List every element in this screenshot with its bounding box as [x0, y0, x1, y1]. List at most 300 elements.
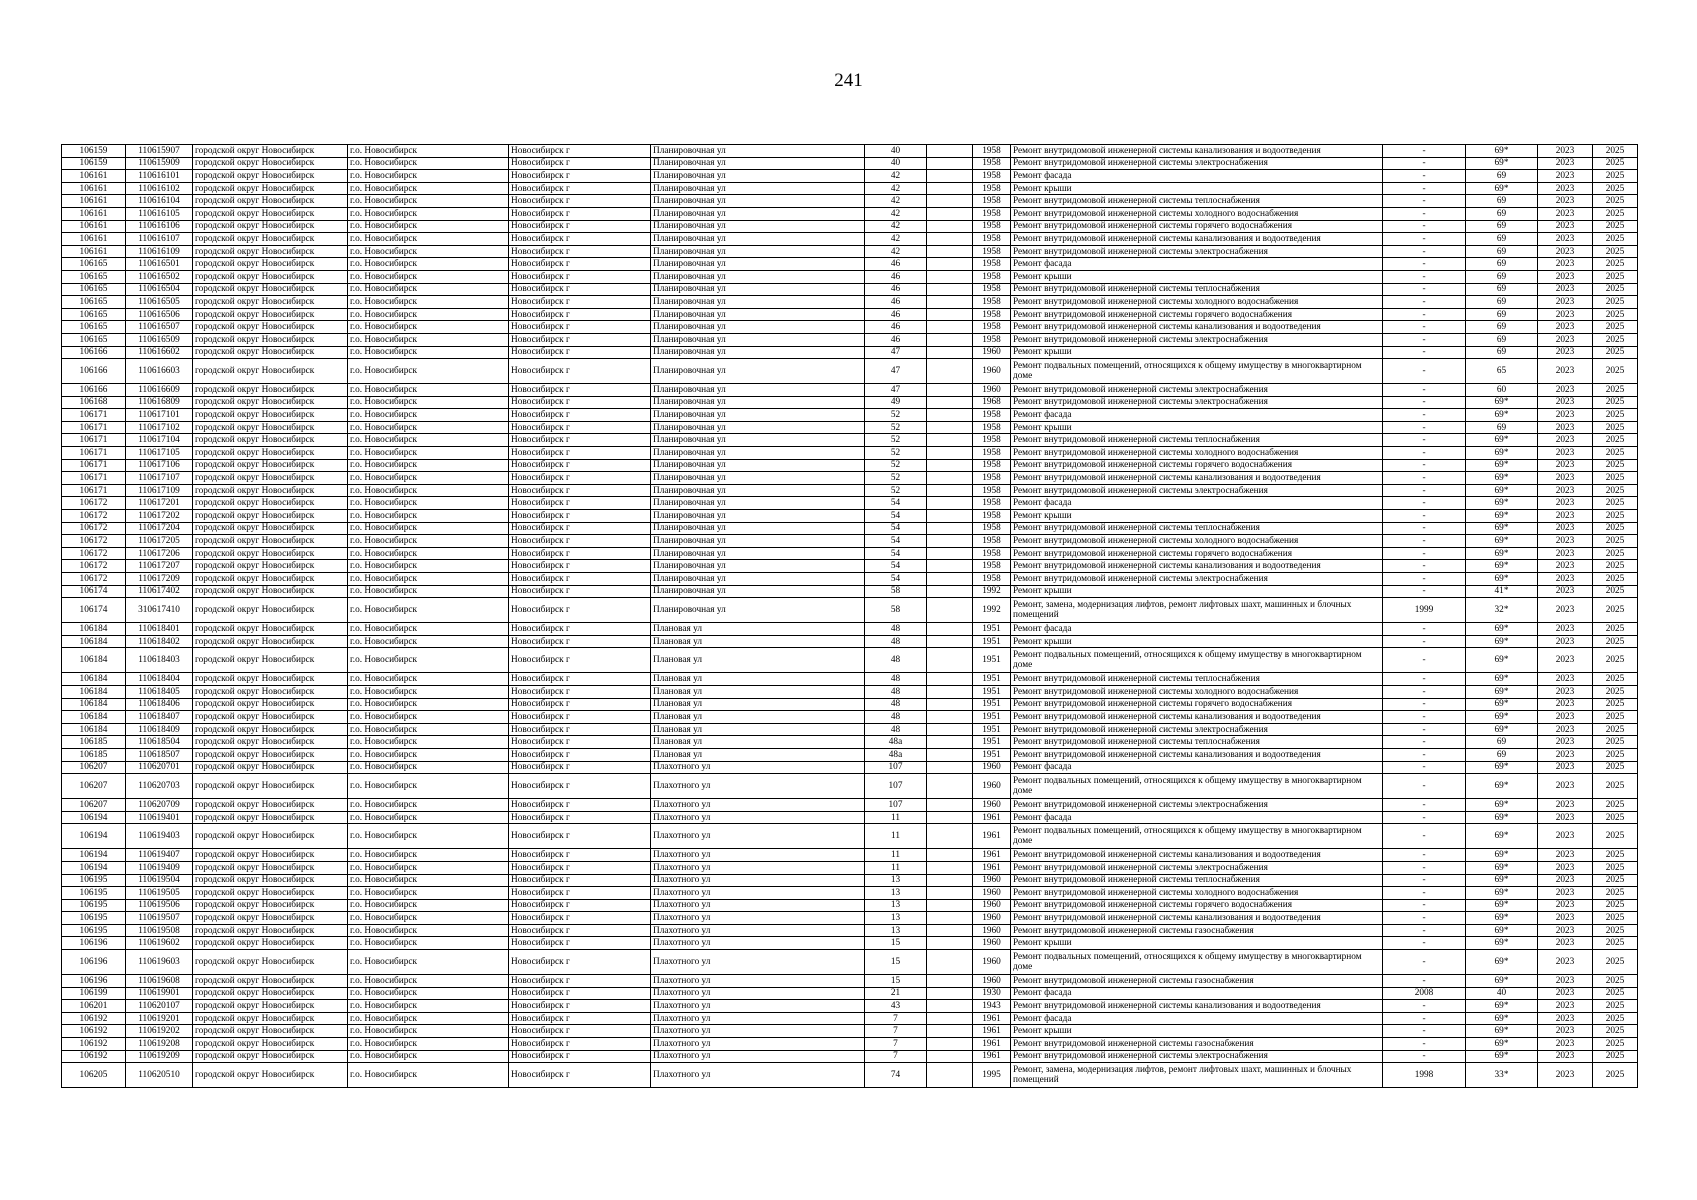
- table-row: [62, 1063, 1638, 1088]
- cell-house-id: 106171: [62, 409, 126, 422]
- cell-wear-percent: 69*: [1466, 924, 1538, 937]
- cell-municipality: г.о. Новосибирск: [348, 899, 509, 912]
- cell-settlement: Новосибирск г: [509, 711, 651, 724]
- cell-house-number: 107: [865, 761, 927, 774]
- cell-period-start: 2023: [1538, 384, 1593, 397]
- cell-building: [927, 950, 973, 975]
- cell-house-id: 106166: [62, 384, 126, 397]
- cell-wear-percent: 69: [1466, 207, 1538, 220]
- cell-build-year: 1960: [973, 761, 1011, 774]
- cell-settlement: Новосибирск г: [509, 1000, 651, 1013]
- cell-last-repair-year: -: [1383, 434, 1466, 447]
- cell-period-end: 2025: [1593, 924, 1638, 937]
- cell-house-id: 106192: [62, 1025, 126, 1038]
- cell-work-id: 110619602: [126, 937, 193, 950]
- cell-house-number: 42: [865, 195, 927, 208]
- cell-street: Планировочная ул: [651, 333, 865, 346]
- cell-period-start: 2023: [1538, 1050, 1593, 1063]
- cell-build-year: 1961: [973, 1012, 1011, 1025]
- cell-work-type: Ремонт внутридомовой инженерной системы горячего водоснабжения: [1011, 899, 1383, 912]
- cell-house-id: 106195: [62, 899, 126, 912]
- cell-wear-percent: 69: [1466, 270, 1538, 283]
- cell-house-id: 106196: [62, 950, 126, 975]
- cell-street: Планировочная ул: [651, 245, 865, 258]
- cell-street: Плахотного ул: [651, 824, 865, 849]
- cell-street: Плановая ул: [651, 673, 865, 686]
- cell-house-number: 48: [865, 685, 927, 698]
- cell-period-start: 2023: [1538, 736, 1593, 749]
- cell-build-year: 1961: [973, 1025, 1011, 1038]
- cell-building: [927, 245, 973, 258]
- cell-work-type: Ремонт внутридомовой инженерной системы холодного водоснабжения: [1011, 447, 1383, 460]
- cell-street: Планировочная ул: [651, 396, 865, 409]
- cell-house-number: 40: [865, 157, 927, 170]
- cell-municipal-district: городской округ Новосибирск: [193, 560, 348, 573]
- cell-settlement: Новосибирск г: [509, 384, 651, 397]
- cell-municipal-district: городской округ Новосибирск: [193, 924, 348, 937]
- cell-wear-percent: 69: [1466, 321, 1538, 334]
- cell-period-start: 2023: [1538, 396, 1593, 409]
- cell-period-start: 2023: [1538, 359, 1593, 384]
- table-row: [62, 950, 1638, 975]
- cell-building: [927, 648, 973, 673]
- cell-house-id: 106171: [62, 472, 126, 485]
- cell-period-start: 2023: [1538, 899, 1593, 912]
- cell-work-type: Ремонт внутридомовой инженерной системы канализования и водоотведения: [1011, 560, 1383, 573]
- cell-build-year: 1951: [973, 648, 1011, 673]
- cell-settlement: Новосибирск г: [509, 447, 651, 460]
- cell-wear-percent: 69: [1466, 296, 1538, 309]
- cell-street: Планировочная ул: [651, 472, 865, 485]
- table-row: [62, 824, 1638, 849]
- cell-period-start: 2023: [1538, 874, 1593, 887]
- cell-settlement: Новосибирск г: [509, 824, 651, 849]
- cell-municipal-district: городской округ Новосибирск: [193, 861, 348, 874]
- table-row: [62, 560, 1638, 573]
- cell-build-year: 1951: [973, 635, 1011, 648]
- cell-period-end: 2025: [1593, 1038, 1638, 1051]
- cell-work-id: 110617206: [126, 547, 193, 560]
- cell-work-type: Ремонт внутридомовой инженерной системы канализования и водоотведения: [1011, 912, 1383, 925]
- cell-period-start: 2023: [1538, 924, 1593, 937]
- cell-last-repair-year: -: [1383, 182, 1466, 195]
- cell-building: [927, 987, 973, 1000]
- cell-build-year: 1961: [973, 1050, 1011, 1063]
- cell-municipality: г.о. Новосибирск: [348, 975, 509, 988]
- table-row: [62, 359, 1638, 384]
- cell-building: [927, 975, 973, 988]
- cell-period-end: 2025: [1593, 585, 1638, 598]
- cell-house-id: 106185: [62, 748, 126, 761]
- cell-municipal-district: городской округ Новосибирск: [193, 220, 348, 233]
- cell-street: Плахотного ул: [651, 799, 865, 812]
- cell-settlement: Новосибирск г: [509, 937, 651, 950]
- cell-street: Планировочная ул: [651, 535, 865, 548]
- cell-house-number: 52: [865, 484, 927, 497]
- cell-period-end: 2025: [1593, 510, 1638, 523]
- cell-build-year: 1958: [973, 497, 1011, 510]
- cell-house-id: 106172: [62, 522, 126, 535]
- cell-period-start: 2023: [1538, 975, 1593, 988]
- cell-street: Планировочная ул: [651, 434, 865, 447]
- cell-last-repair-year: -: [1383, 748, 1466, 761]
- cell-period-end: 2025: [1593, 899, 1638, 912]
- cell-municipality: г.о. Новосибирск: [348, 861, 509, 874]
- cell-municipality: г.о. Новосибирск: [348, 409, 509, 422]
- cell-last-repair-year: -: [1383, 560, 1466, 573]
- cell-house-number: 54: [865, 573, 927, 586]
- cell-house-number: 48: [865, 623, 927, 636]
- cell-period-start: 2023: [1538, 685, 1593, 698]
- cell-last-repair-year: -: [1383, 283, 1466, 296]
- cell-house-number: 52: [865, 447, 927, 460]
- cell-municipal-district: городской округ Новосибирск: [193, 1000, 348, 1013]
- cell-work-id: 110615907: [126, 145, 193, 158]
- cell-wear-percent: 69*: [1466, 887, 1538, 900]
- cell-settlement: Новосибирск г: [509, 799, 651, 812]
- cell-wear-percent: 69: [1466, 195, 1538, 208]
- cell-building: [927, 1012, 973, 1025]
- cell-house-id: 106165: [62, 258, 126, 271]
- cell-street: Планировочная ул: [651, 157, 865, 170]
- cell-municipality: г.о. Новосибирск: [348, 887, 509, 900]
- cell-work-id: 110619506: [126, 899, 193, 912]
- cell-wear-percent: 69*: [1466, 761, 1538, 774]
- cell-house-id: 106184: [62, 685, 126, 698]
- cell-wear-percent: 69*: [1466, 623, 1538, 636]
- cell-building: [927, 510, 973, 523]
- cell-period-end: 2025: [1593, 711, 1638, 724]
- cell-work-type: Ремонт крыши: [1011, 635, 1383, 648]
- cell-municipal-district: городской округ Новосибирск: [193, 258, 348, 271]
- cell-house-number: 52: [865, 459, 927, 472]
- cell-wear-percent: 69*: [1466, 497, 1538, 510]
- cell-wear-percent: 69: [1466, 245, 1538, 258]
- cell-settlement: Новосибирск г: [509, 899, 651, 912]
- cell-house-id: 106195: [62, 874, 126, 887]
- cell-last-repair-year: -: [1383, 384, 1466, 397]
- cell-period-start: 2023: [1538, 346, 1593, 359]
- table-row: [62, 811, 1638, 824]
- cell-work-id: 110616609: [126, 384, 193, 397]
- cell-work-type: Ремонт внутридомовой инженерной системы электроснабжения: [1011, 484, 1383, 497]
- cell-wear-percent: 69: [1466, 748, 1538, 761]
- cell-work-type: Ремонт внутридомовой инженерной системы канализования и водоотведения: [1011, 1000, 1383, 1013]
- cell-work-id: 110618403: [126, 648, 193, 673]
- cell-municipality: г.о. Новосибирск: [348, 447, 509, 460]
- table-row: [62, 685, 1638, 698]
- cell-street: Плахотного ул: [651, 849, 865, 862]
- cell-settlement: Новосибирск г: [509, 648, 651, 673]
- cell-work-type: Ремонт внутридомовой инженерной системы электроснабжения: [1011, 861, 1383, 874]
- cell-building: [927, 396, 973, 409]
- cell-work-id: 110617205: [126, 535, 193, 548]
- cell-work-type: Ремонт внутридомовой инженерной системы электроснабжения: [1011, 245, 1383, 258]
- cell-house-id: 106165: [62, 308, 126, 321]
- cell-street: Планировочная ул: [651, 220, 865, 233]
- cell-house-id: 106172: [62, 573, 126, 586]
- cell-work-type: Ремонт внутридомовой инженерной системы горячего водоснабжения: [1011, 459, 1383, 472]
- cell-house-id: 106184: [62, 623, 126, 636]
- cell-work-id: 110617402: [126, 585, 193, 598]
- cell-house-number: 42: [865, 170, 927, 183]
- cell-work-id: 110619407: [126, 849, 193, 862]
- cell-work-type: Ремонт внутридомовой инженерной системы холодного водоснабжения: [1011, 535, 1383, 548]
- cell-street: Планировочная ул: [651, 421, 865, 434]
- cell-building: [927, 861, 973, 874]
- cell-work-type: Ремонт внутридомовой инженерной системы канализования и водоотведения: [1011, 145, 1383, 158]
- cell-work-id: 110616509: [126, 333, 193, 346]
- table-row: [62, 220, 1638, 233]
- cell-work-type: Ремонт внутридомовой инженерной системы теплоснабжения: [1011, 736, 1383, 749]
- cell-period-start: 2023: [1538, 711, 1593, 724]
- cell-settlement: Новосибирск г: [509, 685, 651, 698]
- cell-period-start: 2023: [1538, 497, 1593, 510]
- cell-settlement: Новосибирск г: [509, 811, 651, 824]
- cell-wear-percent: 69*: [1466, 459, 1538, 472]
- cell-house-id: 106194: [62, 861, 126, 874]
- cell-house-number: 48а: [865, 736, 927, 749]
- cell-municipal-district: городской округ Новосибирск: [193, 233, 348, 246]
- cell-settlement: Новосибирск г: [509, 233, 651, 246]
- cell-house-id: 106172: [62, 547, 126, 560]
- cell-street: Плахотного ул: [651, 899, 865, 912]
- cell-last-repair-year: -: [1383, 635, 1466, 648]
- cell-street: Плахотного ул: [651, 924, 865, 937]
- cell-period-start: 2023: [1538, 472, 1593, 485]
- cell-build-year: 1958: [973, 145, 1011, 158]
- cell-municipality: г.о. Новосибирск: [348, 635, 509, 648]
- cell-last-repair-year: -: [1383, 1025, 1466, 1038]
- cell-settlement: Новосибирск г: [509, 761, 651, 774]
- cell-street: Планировочная ул: [651, 510, 865, 523]
- cell-building: [927, 270, 973, 283]
- cell-settlement: Новосибирск г: [509, 736, 651, 749]
- cell-last-repair-year: -: [1383, 245, 1466, 258]
- cell-work-id: 110616809: [126, 396, 193, 409]
- cell-building: [927, 447, 973, 460]
- cell-municipality: г.о. Новосибирск: [348, 434, 509, 447]
- cell-municipality: г.о. Новосибирск: [348, 1038, 509, 1051]
- cell-last-repair-year: -: [1383, 899, 1466, 912]
- cell-period-start: 2023: [1538, 1012, 1593, 1025]
- cell-work-type: Ремонт внутридомовой инженерной системы газоснабжения: [1011, 975, 1383, 988]
- cell-house-id: 106159: [62, 157, 126, 170]
- cell-work-id: 110617105: [126, 447, 193, 460]
- cell-period-end: 2025: [1593, 1000, 1638, 1013]
- cell-period-start: 2023: [1538, 522, 1593, 535]
- cell-period-start: 2023: [1538, 937, 1593, 950]
- cell-house-id: 106161: [62, 170, 126, 183]
- cell-last-repair-year: 2008: [1383, 987, 1466, 1000]
- cell-period-end: 2025: [1593, 799, 1638, 812]
- cell-period-start: 2023: [1538, 861, 1593, 874]
- cell-municipality: г.о. Новосибирск: [348, 233, 509, 246]
- cell-municipality: г.о. Новосибирск: [348, 547, 509, 560]
- cell-house-id: 106161: [62, 220, 126, 233]
- cell-municipal-district: городской округ Новосибирск: [193, 950, 348, 975]
- cell-period-start: 2023: [1538, 912, 1593, 925]
- cell-build-year: 1961: [973, 824, 1011, 849]
- cell-building: [927, 333, 973, 346]
- cell-period-start: 2023: [1538, 635, 1593, 648]
- cell-house-number: 15: [865, 937, 927, 950]
- cell-settlement: Новосибирск г: [509, 912, 651, 925]
- cell-municipal-district: городской округ Новосибирск: [193, 685, 348, 698]
- cell-work-type: Ремонт фасада: [1011, 497, 1383, 510]
- cell-work-type: Ремонт внутридомовой инженерной системы электроснабжения: [1011, 157, 1383, 170]
- cell-house-id: 106194: [62, 824, 126, 849]
- cell-build-year: 1960: [973, 950, 1011, 975]
- cell-last-repair-year: -: [1383, 409, 1466, 422]
- cell-house-id: 106161: [62, 182, 126, 195]
- cell-build-year: 1951: [973, 698, 1011, 711]
- cell-last-repair-year: -: [1383, 359, 1466, 384]
- cell-work-type: Ремонт внутридомовой инженерной системы канализования и водоотведения: [1011, 849, 1383, 862]
- table-row: [62, 861, 1638, 874]
- cell-period-end: 2025: [1593, 384, 1638, 397]
- cell-municipality: г.о. Новосибирск: [348, 472, 509, 485]
- cell-building: [927, 195, 973, 208]
- cell-last-repair-year: -: [1383, 157, 1466, 170]
- cell-work-id: 110619209: [126, 1050, 193, 1063]
- cell-municipal-district: городской округ Новосибирск: [193, 182, 348, 195]
- cell-work-id: 110619208: [126, 1038, 193, 1051]
- cell-settlement: Новосибирск г: [509, 887, 651, 900]
- cell-wear-percent: 69*: [1466, 145, 1538, 158]
- cell-period-start: 2023: [1538, 459, 1593, 472]
- cell-work-type: Ремонт внутридомовой инженерной системы электроснабжения: [1011, 333, 1383, 346]
- cell-municipal-district: городской округ Новосибирск: [193, 145, 348, 158]
- table-row: [62, 321, 1638, 334]
- cell-municipal-district: городской округ Новосибирск: [193, 1038, 348, 1051]
- cell-building: [927, 207, 973, 220]
- cell-period-start: 2023: [1538, 296, 1593, 309]
- cell-last-repair-year: -: [1383, 585, 1466, 598]
- cell-municipality: г.о. Новосибирск: [348, 270, 509, 283]
- cell-wear-percent: 69*: [1466, 849, 1538, 862]
- cell-period-start: 2023: [1538, 409, 1593, 422]
- cell-house-number: 74: [865, 1063, 927, 1088]
- cell-work-id: 110619401: [126, 811, 193, 824]
- cell-municipality: г.о. Новосибирск: [348, 698, 509, 711]
- cell-municipal-district: городской округ Новосибирск: [193, 774, 348, 799]
- cell-build-year: 1960: [973, 799, 1011, 812]
- cell-last-repair-year: -: [1383, 975, 1466, 988]
- cell-work-type: Ремонт внутридомовой инженерной системы горячего водоснабжения: [1011, 698, 1383, 711]
- cell-work-type: Ремонт подвальных помещений, относящихся к общему имуществу в многоквартирном доме: [1011, 774, 1383, 799]
- cell-work-type: Ремонт внутридомовой инженерной системы канализования и водоотведения: [1011, 321, 1383, 334]
- cell-street: Планировочная ул: [651, 585, 865, 598]
- cell-municipality: г.о. Новосибирск: [348, 560, 509, 573]
- cell-period-end: 2025: [1593, 1050, 1638, 1063]
- cell-period-start: 2023: [1538, 270, 1593, 283]
- cell-build-year: 1951: [973, 673, 1011, 686]
- cell-build-year: 1960: [973, 912, 1011, 925]
- cell-work-type: Ремонт внутридомовой инженерной системы холодного водоснабжения: [1011, 685, 1383, 698]
- cell-last-repair-year: -: [1383, 170, 1466, 183]
- cell-wear-percent: 69*: [1466, 912, 1538, 925]
- cell-work-type: Ремонт фасада: [1011, 1012, 1383, 1025]
- cell-last-repair-year: -: [1383, 207, 1466, 220]
- cell-municipality: г.о. Новосибирск: [348, 824, 509, 849]
- cell-street: Планировочная ул: [651, 195, 865, 208]
- cell-building: [927, 359, 973, 384]
- cell-house-id: 106161: [62, 245, 126, 258]
- table-row: [62, 245, 1638, 258]
- cell-work-id: 110619202: [126, 1025, 193, 1038]
- cell-period-end: 2025: [1593, 195, 1638, 208]
- cell-building: [927, 887, 973, 900]
- cell-work-type: Ремонт внутридомовой инженерной системы электроснабжения: [1011, 723, 1383, 736]
- cell-build-year: 1961: [973, 849, 1011, 862]
- cell-building: [927, 874, 973, 887]
- cell-house-number: 52: [865, 409, 927, 422]
- cell-build-year: 1958: [973, 258, 1011, 271]
- cell-building: [927, 170, 973, 183]
- cell-municipal-district: городской округ Новосибирск: [193, 975, 348, 988]
- cell-work-type: Ремонт внутридомовой инженерной системы горячего водоснабжения: [1011, 220, 1383, 233]
- cell-building: [927, 157, 973, 170]
- cell-settlement: Новосибирск г: [509, 245, 651, 258]
- cell-settlement: Новосибирск г: [509, 484, 651, 497]
- cell-period-start: 2023: [1538, 484, 1593, 497]
- cell-building: [927, 182, 973, 195]
- table-row: [62, 409, 1638, 422]
- cell-build-year: 1958: [973, 170, 1011, 183]
- cell-building: [927, 573, 973, 586]
- cell-work-id: 110616104: [126, 195, 193, 208]
- cell-municipal-district: городской округ Новосибирск: [193, 484, 348, 497]
- cell-house-number: 52: [865, 434, 927, 447]
- cell-municipal-district: городской округ Новосибирск: [193, 899, 348, 912]
- cell-municipality: г.о. Новосибирск: [348, 924, 509, 937]
- cell-house-number: 42: [865, 182, 927, 195]
- cell-last-repair-year: -: [1383, 233, 1466, 246]
- cell-municipality: г.о. Новосибирск: [348, 1012, 509, 1025]
- cell-build-year: 1958: [973, 434, 1011, 447]
- cell-period-end: 2025: [1593, 635, 1638, 648]
- cell-building: [927, 598, 973, 623]
- cell-building: [927, 1025, 973, 1038]
- cell-house-id: 106207: [62, 774, 126, 799]
- table-row: [62, 296, 1638, 309]
- cell-wear-percent: 60: [1466, 384, 1538, 397]
- cell-street: Плахотного ул: [651, 874, 865, 887]
- cell-settlement: Новосибирск г: [509, 975, 651, 988]
- cell-last-repair-year: -: [1383, 510, 1466, 523]
- cell-house-number: 48: [865, 635, 927, 648]
- cell-work-id: 110616501: [126, 258, 193, 271]
- cell-period-start: 2023: [1538, 170, 1593, 183]
- cell-build-year: 1951: [973, 685, 1011, 698]
- table-row: [62, 270, 1638, 283]
- cell-wear-percent: 69*: [1466, 1012, 1538, 1025]
- cell-work-type: Ремонт, замена, модернизация лифтов, ремонт лифтовых шахт, машинных и блочных помещений: [1011, 1063, 1383, 1088]
- table-row: [62, 207, 1638, 220]
- cell-work-id: 110619508: [126, 924, 193, 937]
- cell-wear-percent: 69*: [1466, 434, 1538, 447]
- cell-build-year: 1960: [973, 937, 1011, 950]
- cell-work-type: Ремонт внутридомовой инженерной системы теплоснабжения: [1011, 673, 1383, 686]
- cell-settlement: Новосибирск г: [509, 560, 651, 573]
- cell-period-end: 2025: [1593, 937, 1638, 950]
- table-row: [62, 774, 1638, 799]
- cell-street: Планировочная ул: [651, 283, 865, 296]
- cell-street: Плановая ул: [651, 685, 865, 698]
- cell-period-end: 2025: [1593, 359, 1638, 384]
- cell-house-id: 106207: [62, 799, 126, 812]
